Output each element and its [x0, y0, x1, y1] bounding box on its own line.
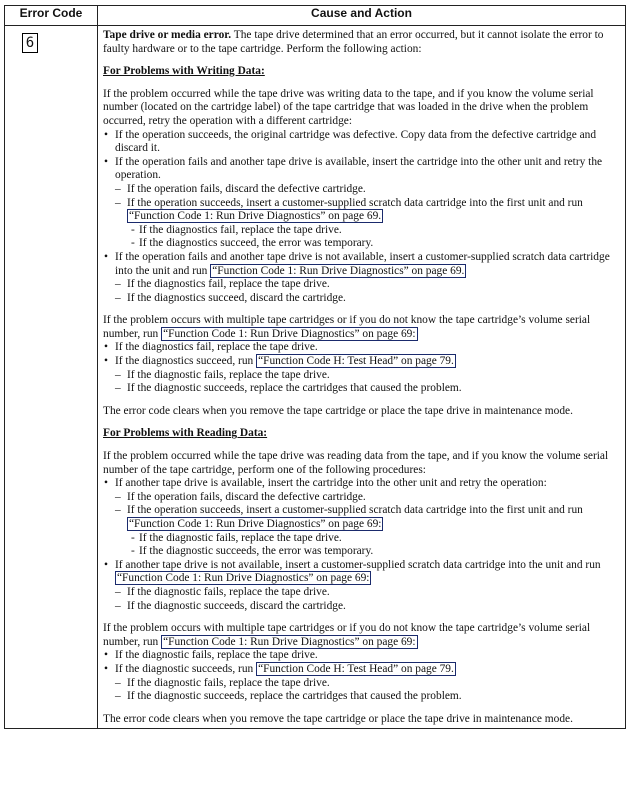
- list-item: • If the operation succeeds, the original cartridge was defective. Copy data from the defective cartridge and discard it.: [103, 129, 621, 156]
- list-item: – If the diagnostic fails, replace the tape drive.: [103, 677, 621, 691]
- list-item: - If the diagnostic fails, replace the tape drive.: [103, 532, 621, 546]
- link-function-code-1[interactable]: “Function Code 1: Run Drive Diagnostics” on page 69:: [163, 327, 416, 340]
- list-item-text: If the operation succeeds, insert a customer-supplied scratch data cartridge into the first unit and run: [127, 196, 583, 209]
- list-item-text: If the operation succeeds, insert a customer-supplied scratch data cartridge into the first unit and run: [127, 504, 583, 517]
- header-error-code: Error Code: [5, 6, 98, 26]
- paragraph-text: If the problem occurs with multiple tape cartridges or if you do not know the tape cartridge’s volume serial number, run: [103, 622, 591, 648]
- list-item: – If the diagnostics fail, replace the tape drive.: [103, 278, 621, 292]
- writing-clears-note: The error code clears when you remove the tape cartridge or place the tape drive in maintenance mode.: [103, 404, 573, 417]
- list-item: [103, 663, 621, 677]
- list-item: • If the diagnostics fail, replace the tape drive.: [103, 341, 621, 355]
- list-item: [103, 197, 621, 224]
- reading-clears-note: The error code clears when you remove the tape cartridge or place the tape drive in maintenance mode.: [103, 712, 573, 725]
- list-item: • If another tape drive is available, insert the cartridge into the other unit and retry the operation:: [103, 477, 621, 491]
- list-item: • If the operation fails and another tape drive is available, insert the cartridge into the other unit and retry the operation.: [103, 156, 621, 183]
- list-item: – If the diagnostic fails, replace the tape drive.: [103, 369, 621, 383]
- writing-multi-list: [103, 341, 621, 395]
- link-function-code-1[interactable]: “Function Code 1: Run Drive Diagnostics” on page 69:: [117, 572, 370, 585]
- error-code-table: [4, 5, 626, 729]
- reading-list: [103, 477, 621, 613]
- list-item-text: If the diagnostics succeed, run: [115, 355, 257, 368]
- table-header-row: [5, 6, 626, 26]
- header-cause-action: Cause and Action: [98, 6, 626, 26]
- reading-paragraph: If the problem occurred while the tape drive was reading data from the tape, and if you know the volume serial number of the tape cartridge, perform one of the following procedures:: [103, 450, 609, 476]
- reading-heading: For Problems with Reading Data:: [103, 427, 268, 440]
- list-item: - If the diagnostic succeeds, the error was temporary.: [103, 545, 621, 559]
- list-item: – If the diagnostic succeeds, replace the cartridges that caused the problem.: [103, 382, 621, 396]
- list-item-text: If the diagnostic succeeds, run: [115, 662, 257, 675]
- reading-multi-list: [103, 649, 621, 703]
- link-function-code-1[interactable]: “Function Code 1: Run Drive Diagnostics” on page 69.: [129, 210, 382, 223]
- list-item: – If the diagnostics succeed, discard the cartridge.: [103, 292, 621, 306]
- list-item: [103, 559, 621, 586]
- list-item: [103, 355, 621, 369]
- writing-multi-paragraph: [103, 314, 621, 341]
- list-item: - If the diagnostics succeed, the error was temporary.: [103, 237, 621, 251]
- link-function-code-1[interactable]: “Function Code 1: Run Drive Diagnostics” on page 69:: [129, 518, 382, 530]
- intro-bold: Tape drive or media error.: [103, 29, 232, 41]
- link-function-code-1[interactable]: “Function Code 1: Run Drive Diagnostics” on page 69:: [163, 635, 416, 648]
- link-function-code-1[interactable]: “Function Code 1: Run Drive Diagnostics” on page 69.: [212, 264, 465, 277]
- list-item-text: If another tape drive is not available, insert a customer-supplied scratch data cartridge into the unit and run: [115, 558, 601, 571]
- writing-heading: For Problems with Writing Data:: [103, 65, 265, 78]
- list-item: - If the diagnostics fail, replace the tape drive.: [103, 224, 621, 238]
- link-function-code-h[interactable]: “Function Code H: Test Head” on page 79.: [258, 355, 454, 368]
- paragraph-text: If the problem occurs with multiple tape cartridges or if you do not know the tape cartridge’s volume serial number, run: [103, 314, 591, 340]
- list-item: – If the operation fails, discard the defective cartridge.: [103, 491, 621, 505]
- error-code-display: 6: [22, 33, 38, 53]
- intro-paragraph: [103, 29, 621, 56]
- list-item: – If the operation fails, discard the defective cartridge.: [103, 183, 621, 197]
- writing-paragraph: If the problem occurred while the tape drive was writing data to the tape, and if you know the volume serial number (located on the cartridge label) of the tape cartridge that was loaded in the drive when the problem occurred, retry the operation with a different cartridge:: [103, 87, 594, 127]
- cause-action-cell: [98, 26, 626, 729]
- reading-multi-paragraph: [103, 622, 621, 649]
- writing-list: [103, 129, 621, 306]
- list-item-text: If the operation fails and another tape drive is not available, insert a customer-supplied scratch data cartridge into the unit and run: [115, 250, 610, 277]
- list-item: [103, 504, 621, 531]
- list-item: • If the diagnostic fails, replace the tape drive.: [103, 649, 621, 663]
- link-function-code-h[interactable]: “Function Code H: Test Head” on page 79.: [258, 662, 454, 675]
- list-item: – If the diagnostic fails, replace the tape drive.: [103, 586, 621, 600]
- list-item: – If the diagnostic succeeds, replace the cartridges that caused the problem.: [103, 690, 621, 704]
- list-item: [103, 251, 621, 278]
- intro-text: The tape drive determined that an error occurred, but it cannot isolate the error to faulty hardware or to the tape cartridge. Perform the following action:: [103, 29, 604, 55]
- table-row: [5, 26, 626, 729]
- list-item: – If the diagnostic succeeds, discard the cartridge.: [103, 600, 621, 614]
- error-code-cell: [5, 26, 98, 729]
